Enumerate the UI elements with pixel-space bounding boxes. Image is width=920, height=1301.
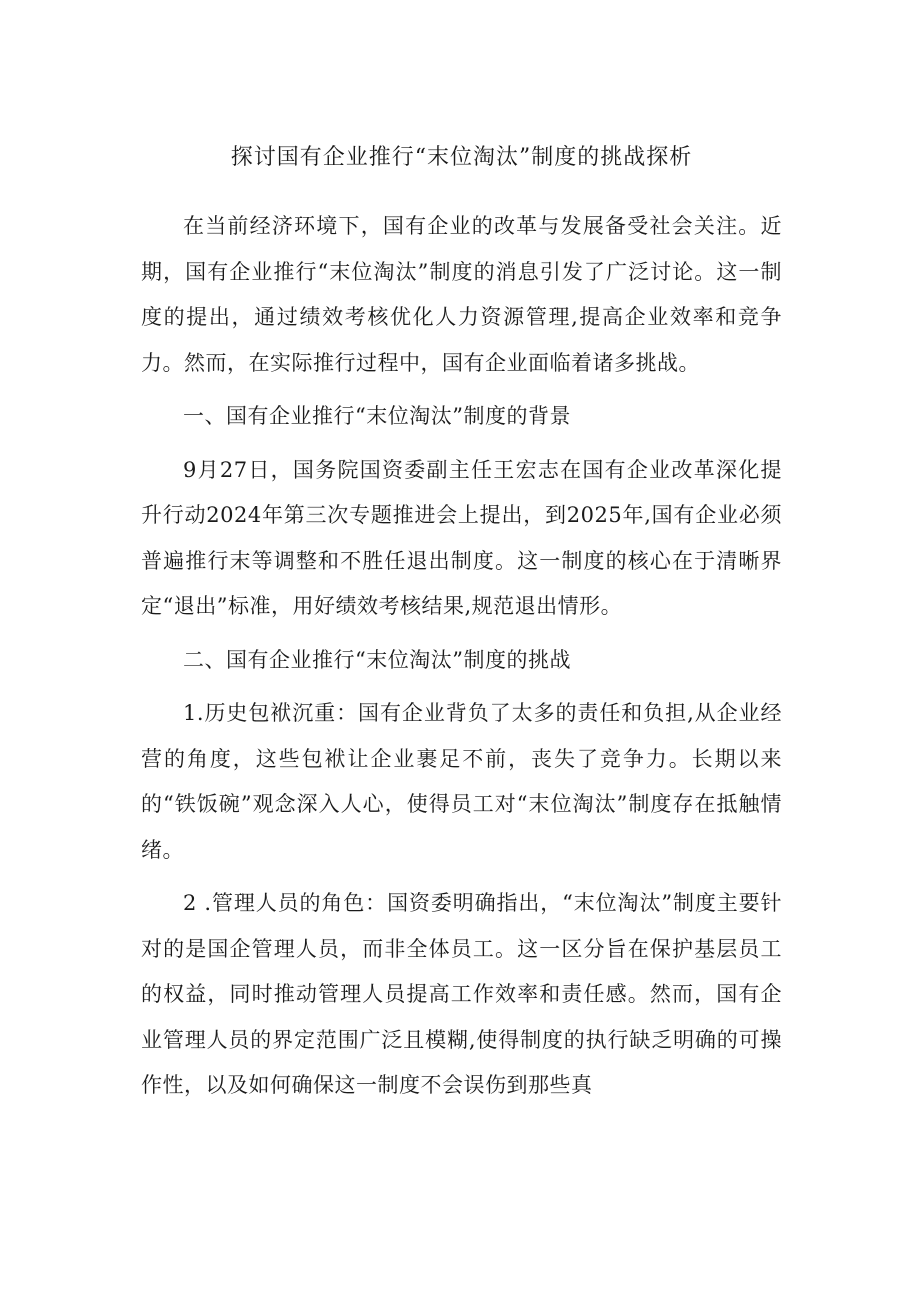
section2-point1: 1.历史包袱沉重：国有企业背负了太多的责任和负担,从企业经营的角度，这些包袱让企业裹足不前，丧失了竞争力。长期以来的“铁饭碗”观念深入人心，使得员工对“末位淘汰”制度存在抵触情绪。 [141,701,782,862]
section1-heading: 一、国有企业推行“末位淘汰”制度的背景 [183,404,571,428]
document-title: 探讨国有企业推行“末位淘汰”制度的挑战探析 [230,145,693,170]
paragraph-gap [141,440,782,448]
section1-body: 9月27日，国务院国资委副主任王宏志在国有企业改革深化提升行动2024年第三次专题推进会上提出，到2025年,国有企业必须普遍推行末等调整和不胜任退出制度。这一制度的核心在于清晰界定“退出”标准，用好绩效考核结果,规范退出情形。 [141,457,782,618]
intro-paragraph: 在当前经济环境下，国有企业的改革与发展备受社会关注。近期，国有企业推行“末位淘汰”制度的消息引发了广泛讨论。这一制度的提出，通过绩效考核优化人力资源管理,提高企业效率和竞争力。然而，在实际推行过程中，国有企业面临着诸多挑战。 [141,214,782,375]
section2-heading: 二、国有企业推行“末位淘汰”制度的挑战 [183,647,571,672]
paragraph-gap [141,873,782,881]
paragraph-gap [141,683,782,691]
paragraph-gap [141,630,782,638]
section2-point2: 2 .管理人员的角色：国资委明确指出，“末位淘汰”制度主要针对的是国企管理人员，而非全体员工。这一区分旨在保护基层员工的权益，同时推动管理人员提高工作效率和责任感。然而，国有企业管理人员的界定范围广泛且模糊,使得制度的执行缺乏明确的可操作性，以及如何确保这一制度不会误伤到那些真 [141,891,782,1097]
paragraph-gap [141,386,782,394]
